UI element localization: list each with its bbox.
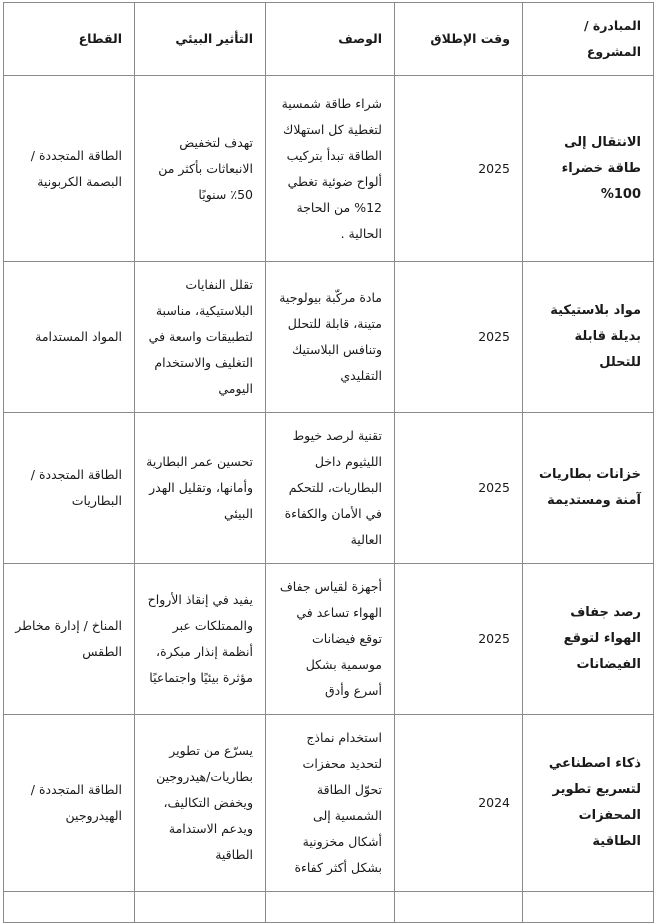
header-launch: وقت الإطلاق	[395, 3, 523, 76]
cell-launch: 2025	[395, 76, 523, 262]
cell-description: شراء طاقة شمسية لتغطية كل استهلاك الطاقة تبدأ بتركيب ألواح ضوئية تغطي 12% من الحاجة الحالية .	[266, 76, 395, 262]
cell-project: ذكاء اصطناعي لتسريع تطوير المحفزات الطاقية	[523, 715, 654, 892]
cell-empty	[4, 892, 135, 923]
cell-empty	[523, 892, 654, 923]
table-row	[4, 564, 654, 715]
initiatives-table-container	[0, 2, 655, 875]
cell-sector: المواد المستدامة	[4, 262, 135, 413]
cell-description: أجهزة لقياس جفاف الهواء تساعد في توقع فيضانات موسمية بشكل أسرع وأدق	[266, 564, 395, 715]
cell-launch: 2025	[395, 413, 523, 564]
cell-empty	[135, 892, 266, 923]
cell-impact: تقلل النفايات البلاستيكية، مناسبة لتطبيقات واسعة في التغليف والاستخدام اليومي	[135, 262, 266, 413]
cell-project: الانتقال إلى طاقة خضراء 100%	[523, 76, 654, 262]
header-sector: القطاع	[4, 3, 135, 76]
header-project: المبادرة / المشروع	[523, 3, 654, 76]
cell-project: خزانات بطاريات آمنة ومستديمة	[523, 413, 654, 564]
header-description: الوصف	[266, 3, 395, 76]
table-row-partial	[4, 892, 654, 923]
cell-empty	[395, 892, 523, 923]
cell-launch: 2025	[395, 564, 523, 715]
cell-sector: المناخ / إدارة مخاطر الطقس	[4, 564, 135, 715]
table-header-row	[4, 3, 654, 76]
cell-description: تقنية لرصد خيوط الليثيوم داخل البطاريات، للتحكم في الأمان والكفاءة العالية	[266, 413, 395, 564]
cell-launch: 2024	[395, 715, 523, 892]
cell-sector: الطاقة المتجددة / الهيدروجين	[4, 715, 135, 892]
cell-empty	[266, 892, 395, 923]
initiatives-table	[3, 2, 654, 923]
cell-project: رصد جفاف الهواء لتوقع الفيضانات	[523, 564, 654, 715]
table-row	[4, 715, 654, 892]
cell-impact: يسرّع من تطوير بطاريات/هيدروجين ويخفض التكاليف، ويدعم الاستدامة الطاقية	[135, 715, 266, 892]
table-row	[4, 262, 654, 413]
table-row	[4, 76, 654, 262]
cell-impact: تحسين عمر البطارية وأمانها، وتقليل الهدر البيئي	[135, 413, 266, 564]
cell-impact: يفيد في إنقاذ الأرواح والممتلكات عبر أنظمة إنذار مبكرة، مؤثرة بيئيًا واجتماعيًا	[135, 564, 266, 715]
cell-sector: الطاقة المتجددة / البطاريات	[4, 413, 135, 564]
cell-project: مواد بلاستيكية بديلة قابلة للتحلل	[523, 262, 654, 413]
cell-impact: تهدف لتخفيض الانبعاثات بأكثر من 50٪ سنويًا	[135, 76, 266, 262]
cell-sector: الطاقة المتجددة / البصمة الكربونية	[4, 76, 135, 262]
table-row	[4, 413, 654, 564]
cell-description: استخدام نماذج لتحديد محفزات تحوّل الطاقة الشمسية إلى أشكال مخزونية بشكل أكثر كفاءة	[266, 715, 395, 892]
cell-launch: 2025	[395, 262, 523, 413]
cell-description: مادة مركّبة بيولوجية متينة، قابلة للتحلل وتنافس البلاستيك التقليدي	[266, 262, 395, 413]
header-impact: التأثير البيئي	[135, 3, 266, 76]
